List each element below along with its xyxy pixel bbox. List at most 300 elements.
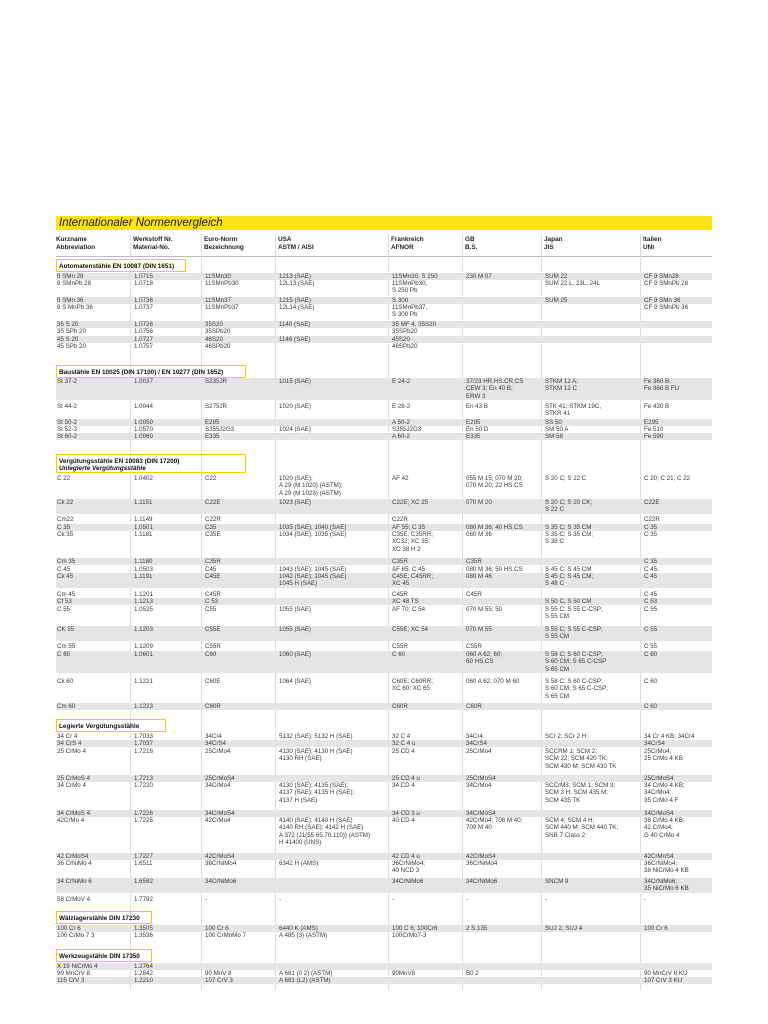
- table-row: [56, 531, 712, 553]
- table-cell: S355J2G3: [205, 426, 235, 433]
- table-cell: SNCM 9: [545, 878, 569, 885]
- table-cell: SUM 22: [545, 273, 568, 280]
- table-cell: C 53: [205, 598, 219, 605]
- table-cell: 2 S.135: [466, 925, 488, 932]
- table-cell: C55: [205, 606, 217, 613]
- table-cell: 1.0060: [134, 433, 153, 440]
- table-cell: 1.0050: [134, 419, 153, 426]
- table-cell: 35 MF 4, 35S20: [392, 321, 437, 328]
- table-cell: 90 MnCrV 8 KU: [644, 970, 688, 977]
- table-cell: 34CrNiMo6: [392, 878, 424, 885]
- table-cell: 1.0736: [134, 297, 153, 304]
- table-cell: 1215 (SAE): [279, 297, 311, 304]
- table-row: [56, 558, 712, 565]
- column-header-6: [465, 236, 477, 251]
- table-cell: C60R: [466, 703, 482, 710]
- table-cell: E 24-2: [392, 378, 411, 385]
- table-cell: C 45;: [644, 566, 659, 573]
- table-cell: 1.7225: [134, 817, 153, 824]
- table-cell: S275JR: [205, 403, 228, 410]
- table-cell: C45R: [392, 591, 408, 598]
- column-header-3: [204, 236, 244, 251]
- table-cell: 080 M 36: [466, 531, 492, 538]
- table-cell: 055 M 15; 070 M 20; 070 M 20; 22 HS.CS: [466, 475, 523, 490]
- table-cell: Cm 55: [57, 643, 76, 650]
- table-cell: 36CrNiMo4; 40 NCD 3: [392, 860, 426, 875]
- column-header-8: [643, 236, 661, 251]
- table-cell: 42CrMoS4: [205, 853, 235, 860]
- table-cell: 1.0757: [134, 343, 153, 350]
- table-cell: 34 CrMoS 4: [57, 810, 91, 817]
- table-cell: 4130 (SAE); 4130 H (SAE) 4130 RH (SAE): [279, 748, 353, 763]
- table-cell: 34Cr4: [466, 733, 483, 740]
- table-cell: 34CrMo4: [466, 782, 492, 789]
- table-cell: 34CrS4: [205, 740, 226, 747]
- table-cell: 1.7213: [134, 775, 153, 782]
- table-cell: SM 50 A: [545, 426, 569, 433]
- table-cell: 100CrMo7-3: [392, 932, 427, 939]
- table-cell: 46S20: [205, 336, 223, 343]
- table-cell: 1.0535: [134, 606, 153, 613]
- table-cell: SM 58: [545, 433, 563, 440]
- column-header-2: [133, 236, 173, 251]
- table-row: [56, 499, 712, 514]
- table-cell: S 20 C; S 22 C: [545, 475, 587, 482]
- table-cell: CF 9 SMn28: [644, 273, 679, 280]
- table-cell: 34CrS4: [644, 740, 665, 747]
- table-cell: SCCrM3; SCM 1; SCM 3; SCM 3 H; SCM 435 M; SCM 435 TK: [545, 782, 616, 804]
- table-cell: 6440 K (AMS): [279, 925, 318, 932]
- table-cell: 34 Cr 4 KB; 34Cr4: [644, 733, 695, 740]
- table-cell: C60: [205, 651, 217, 658]
- table-row: [56, 878, 712, 893]
- table-cell: 1060 (SAE): [279, 651, 311, 658]
- table-cell: Fe 360 B; Fe 360 B FU: [644, 378, 680, 393]
- table-cell: 100 CrMnMo 7: [205, 932, 246, 939]
- table-cell: C 60: [644, 678, 658, 685]
- table-row: [56, 651, 712, 673]
- table-cell: Cm22: [57, 516, 74, 523]
- table-cell: 100 CrMo 7 3: [57, 932, 95, 939]
- table-cell: A 485 (3) (ASTM): [279, 932, 328, 939]
- table-cell: 070 M 20: [466, 499, 492, 506]
- table-cell: 37/23 HR.HS.CR.CS CEW 3; En 40 B; ERW 3: [466, 378, 524, 400]
- table-row: [56, 343, 712, 350]
- table-cell: 9 SMnPb 28: [57, 280, 92, 287]
- table-row: [56, 626, 712, 641]
- table-cell: Cm 60: [57, 703, 76, 710]
- table-cell: 1020 (SAE): [279, 403, 311, 410]
- table-cell: Ck 45: [57, 573, 74, 580]
- column-header-line: ASTM / AISI: [278, 243, 314, 251]
- table-cell: 34CrMoS4: [205, 810, 235, 817]
- table-cell: Cm 35: [57, 558, 76, 565]
- table-cell: 1.2210: [134, 977, 153, 984]
- column-header-line: Italien: [643, 236, 662, 243]
- table-cell: 25 CD 4 u: [392, 775, 420, 782]
- table-cell: CF 9 SMnPb 36: [644, 304, 689, 311]
- table-cell: S 35 C; S 35 CM; S 38 C: [545, 531, 594, 546]
- table-cell: Ck 60: [57, 678, 74, 685]
- table-cell: A 50-2: [392, 419, 410, 426]
- section-title: Wälzlagerstähle DIN 17230: [59, 915, 140, 922]
- table-cell: St 37-2: [57, 378, 77, 385]
- table-row: [56, 643, 712, 650]
- table-cell: 080 M 36; 50 HS.CS: [466, 566, 523, 573]
- table-cell: 35 S 20: [57, 321, 79, 328]
- table-cell: 25 CrMo 4: [57, 748, 86, 755]
- table-cell: 1.0726: [134, 321, 153, 328]
- table-cell: AF 65; C 45: [392, 566, 426, 573]
- table-cell: C 35: [644, 524, 658, 531]
- column-header-line: Kurzname: [56, 236, 87, 243]
- table-cell: SS 50: [545, 419, 562, 426]
- table-cell: C60E; C60RR; XC 60; XC 65: [392, 678, 433, 693]
- section-heading: [56, 911, 152, 924]
- table-cell: C 45: [644, 573, 658, 580]
- table-cell: CF 9 SMn 36: [644, 297, 681, 304]
- table-cell: C55R: [392, 643, 408, 650]
- table-cell: S 20 C; S 20 CK; S 22 C: [545, 499, 593, 514]
- section-title: Automatenstähle EN 10087 (DIN 1651): [59, 263, 175, 270]
- table-cell: CF 9 SMnPb 28: [644, 280, 689, 287]
- table-cell: 1.1221: [134, 678, 153, 685]
- table-cell: C35: [205, 524, 217, 531]
- section-title: Werkzeugstähle DIN 17350: [59, 953, 140, 960]
- table-row: [56, 932, 712, 939]
- table-row: [56, 860, 712, 875]
- table-row: [56, 740, 712, 747]
- column-header-line: Bezeichnung: [204, 243, 244, 251]
- table-cell: 9 S MnPb 36: [57, 304, 93, 311]
- column-header-line: UNI: [643, 243, 655, 251]
- table-cell: AF 55; C 35: [392, 524, 426, 531]
- table-cell: 070 M 55; 50: [466, 606, 503, 613]
- table-cell: S 45 C; S 45 CM: [545, 566, 592, 573]
- table-cell: C35R: [392, 558, 408, 565]
- table-cell: S 55 C; S 55 C-CSP; S 55 CM: [545, 606, 603, 621]
- table-cell: 1.1191: [134, 573, 153, 580]
- table-row: [56, 433, 712, 440]
- table-cell: Ck 22: [57, 499, 74, 506]
- table-row: [56, 280, 712, 295]
- table-cell: SCr 2; SCr 2 H: [545, 733, 587, 740]
- table-cell: 1.3505: [134, 925, 153, 932]
- table-row: [56, 516, 712, 523]
- table-cell: 1042 (SAE); 1045 (SAE) 1045 H (SAE): [279, 573, 347, 588]
- table-cell: 46SPb20: [392, 343, 418, 350]
- table-cell: 34CrMo4: [205, 782, 231, 789]
- table-cell: 34 CD 3 u: [392, 810, 420, 817]
- table-cell: 35SPb20: [392, 328, 418, 335]
- table-cell: A 681 (L2) (ASTM): [279, 977, 331, 984]
- title-bar: [56, 216, 712, 230]
- table-cell: 1.3536: [134, 932, 153, 939]
- column-header-1: [56, 236, 95, 251]
- table-cell: St 60-2: [57, 433, 77, 440]
- table-cell: C22R: [644, 516, 660, 523]
- table-cell: 12L14 (SAE): [279, 304, 315, 311]
- table-row: [56, 598, 712, 605]
- table-cell: 25CrMo4: [205, 748, 231, 755]
- table-cell: 36 CrNiMo 4: [57, 860, 92, 867]
- table-cell: C 45: [644, 591, 658, 598]
- header-rule: [56, 256, 712, 257]
- table-cell: 1.0601: [134, 651, 153, 658]
- table-cell: 1023 (SAE): [279, 499, 311, 506]
- table-cell: 46SPb20: [205, 343, 231, 350]
- table-cell: 1.7226: [134, 810, 153, 817]
- table-cell: 1.0037: [134, 378, 153, 385]
- table-cell: 100 Cr 6: [57, 925, 81, 932]
- table-cell: 34 CD 4: [392, 782, 415, 789]
- table-cell: 11SMnPb30, S 250 Pb: [392, 280, 428, 295]
- table-cell: 11SMn30; S 250: [392, 273, 438, 280]
- table-cell: SCM 4; SCM 4 H; SCM 440 M; SCM 440 TK; SNB 7 Class 2: [545, 817, 619, 839]
- table-cell: 32 C 4 u: [392, 740, 416, 747]
- table-row: [56, 703, 712, 710]
- table-cell: C 35: [57, 524, 71, 531]
- table-cell: S235JR: [205, 378, 228, 385]
- table-cell: E295: [205, 419, 220, 426]
- table-cell: C 60: [644, 703, 658, 710]
- table-cell: 1146 (SAE): [279, 336, 311, 343]
- table-row: [56, 304, 712, 319]
- table-cell: S 58 C; S 60 C-CSP; S 60 CM; S 65 C-CSP S 65 CM: [545, 651, 607, 673]
- table-cell: 90 MnCrV 8: [57, 970, 91, 977]
- table-cell: 1020 (SAE); A 29 (M 1020) (ASTM); A 29 (M 1023) (ASTM): [279, 475, 343, 497]
- table-cell: C35E; C35RR; XC32; XC 35; XC 38 H 2: [392, 531, 433, 553]
- table-cell: 90 MnV 8: [205, 970, 232, 977]
- table-cell: E295: [644, 419, 659, 426]
- table-cell: 34 CrNiMo 6: [57, 878, 92, 885]
- table-cell: Cm 45: [57, 591, 76, 598]
- table-cell: C45R: [466, 591, 482, 598]
- table-cell: -: [392, 896, 395, 903]
- table-cell: C 60: [57, 651, 71, 658]
- table-cell: 90MnV8: [392, 970, 416, 977]
- table-cell: C22E: [205, 499, 221, 506]
- table-cell: S 55 C; S 55 C-CSP; S 55 CM: [545, 626, 603, 641]
- table-cell: 25 CrMoS 4: [57, 775, 91, 782]
- table-cell: C45R: [205, 591, 221, 598]
- table-cell: XC 48 TS: [392, 598, 419, 605]
- section-subtitle: Unlegierte Vergütungsstähle: [59, 465, 146, 472]
- table-cell: C60R: [205, 703, 221, 710]
- column-header-line: GB: [465, 236, 475, 243]
- table-row: [56, 475, 712, 497]
- table-cell: 25CrMo4; 25 CrMo 4 KB: [644, 748, 683, 763]
- table-cell: C35E: [205, 531, 221, 538]
- table-cell: 38 CrMo 4 KB; 42 CrMo4; G 40 CrMo 4: [644, 817, 685, 839]
- table-cell: 1.7033: [134, 733, 153, 740]
- table-cell: 40 CD 4: [392, 817, 415, 824]
- column-header-line: AFNOR: [391, 243, 414, 251]
- table-cell: C55E: [205, 626, 221, 633]
- table-cell: Cf 53: [57, 598, 72, 605]
- table-cell: St 52-3: [57, 426, 77, 433]
- table-cell: 1055 (SAE): [279, 606, 311, 613]
- column-header-line: USA: [278, 236, 292, 243]
- table-cell: C 60: [644, 651, 658, 658]
- table-cell: 36CrNiMo4: [466, 860, 498, 867]
- table-cell: 070 M 55: [466, 626, 492, 633]
- table-cell: 1.0044: [134, 403, 153, 410]
- table-cell: 1.1209: [134, 643, 153, 650]
- column-header-5: [391, 236, 424, 251]
- table-cell: E335: [205, 433, 220, 440]
- table-cell: 58 CrMoV 4: [57, 896, 91, 903]
- table-cell: 1.1180: [134, 558, 153, 565]
- table-row: [56, 748, 712, 770]
- column-header-line: Werkstoff Nr.: [133, 236, 173, 243]
- table-cell: 1.6511: [134, 860, 153, 867]
- table-row: [56, 328, 712, 335]
- table-cell: St 44-2: [57, 403, 77, 410]
- column-header-line: B.S.: [465, 243, 478, 251]
- table-cell: 42CrMo 4: [57, 817, 85, 824]
- table-cell: 1.0570: [134, 426, 153, 433]
- table-row: [56, 378, 712, 400]
- table-cell: C55R: [466, 643, 482, 650]
- table-cell: A 60-2: [392, 433, 410, 440]
- column-header-line: JIS: [544, 243, 554, 251]
- table-cell: SUM 25: [545, 297, 568, 304]
- table-cell: 9 SMn 36: [57, 297, 84, 304]
- table-cell: 34CrNiMo6: [466, 878, 498, 885]
- table-cell: C35R: [205, 558, 221, 565]
- table-cell: 1035 (SAE); 1040 (SAE): [279, 524, 347, 531]
- table-cell: 1.0756: [134, 328, 153, 335]
- table-cell: 25CrMoS4: [205, 775, 235, 782]
- table-cell: 25CrMo4: [466, 748, 492, 755]
- table-cell: 6342 H (AMS): [279, 860, 319, 867]
- table-row: [56, 678, 712, 700]
- table-cell: 11SMnPb37, S 300 Pb: [392, 304, 428, 319]
- table-cell: C22E; XC 25: [392, 499, 429, 506]
- table-cell: AF 42: [392, 475, 409, 482]
- table-cell: Fe 510: [644, 426, 664, 433]
- table-cell: 34 CrMo 4: [57, 782, 86, 789]
- table-cell: 35S20: [205, 321, 223, 328]
- table-cell: En 50 D: [466, 426, 489, 433]
- table-row: [56, 977, 712, 984]
- table-cell: 1.2842: [134, 970, 153, 977]
- table-cell: C45: [205, 566, 217, 573]
- table-cell: 36CrNiMo4: [205, 860, 237, 867]
- page-title: Internationaler Normenvergleich: [59, 217, 223, 229]
- table-cell: E335: [466, 433, 481, 440]
- table-cell: 1.0715: [134, 273, 153, 280]
- table-cell: 080 M 46: [466, 573, 492, 580]
- table-row: [56, 782, 712, 804]
- table-cell: 34CrMoS4: [644, 810, 674, 817]
- table-cell: C22R: [205, 516, 221, 523]
- table-cell: 34Cr4: [205, 733, 222, 740]
- table-cell: 1.0501: [134, 524, 153, 531]
- table-cell: 107 CrV 3 KU: [644, 977, 683, 984]
- table-cell: 060 A 62; 60; 60 HS.CS: [466, 651, 503, 666]
- table-cell: 1.1223: [134, 703, 153, 710]
- table-cell: -: [644, 896, 647, 903]
- table-cell: -: [205, 896, 208, 903]
- table-cell: S 50 C, S 50 CM: [545, 598, 592, 605]
- table-cell: C22E: [644, 499, 660, 506]
- table-cell: 45 S 20: [57, 336, 79, 343]
- column-header-line: Abbreviation: [56, 243, 96, 251]
- table-cell: 34CrNiMo6: [205, 878, 237, 885]
- table-cell: 36CrNiMo4; 38 NiCrMo 4 KB: [644, 860, 689, 875]
- table-cell: C 53: [644, 598, 658, 605]
- column-header-line: Material-No.: [133, 243, 170, 251]
- table-cell: 1.1149: [134, 516, 153, 523]
- section-heading: [56, 949, 152, 962]
- table-cell: 42CrMo4: [205, 817, 231, 824]
- table-cell: 35SPb20: [205, 328, 231, 335]
- table-cell: CK 55: [57, 626, 75, 633]
- table-cell: 12L13 (SAE): [279, 280, 315, 287]
- table-cell: St 50-2: [57, 419, 77, 426]
- table-cell: -: [279, 896, 282, 903]
- table-cell: 42 CrMoS4: [57, 853, 89, 860]
- table-cell: C22: [205, 475, 217, 482]
- table-cell: C55E; XC 54: [392, 626, 429, 633]
- table-cell: STKM 12 A; STKM 12 C: [545, 378, 579, 393]
- table-cell: C45E; C45RR; XC 45: [392, 573, 433, 588]
- table-cell: 080 M 36; 40 HS.CS: [466, 524, 523, 531]
- table-cell: 107 CrV 3: [205, 977, 233, 984]
- table-cell: 45 SPb 20: [57, 343, 86, 350]
- table-cell: 1.0402: [134, 475, 153, 482]
- table-cell: 1.7220: [134, 782, 153, 789]
- table-cell: 34CrNiMo6; 35 NiCrMo 6 KB: [644, 878, 689, 893]
- table-cell: 1.1151: [134, 499, 153, 506]
- table-cell: 34 CrMo 4 KB; 34CrMo4; 35 CrMo 4 F: [644, 782, 685, 804]
- section-heading: [56, 454, 246, 473]
- table-cell: 32 C 4: [392, 733, 411, 740]
- table-cell: C22R: [392, 516, 408, 523]
- table-cell: 1.6582: [134, 878, 153, 885]
- table-cell: 4140 (SAE); 4140 H (SAE) 4140 RH (SAE); 4142 H (SAE) A 372 (J1(55 65.70.110)) (ASTM) H 41400 (UNS): [279, 817, 371, 847]
- table-cell: C 55: [644, 643, 658, 650]
- table-cell: C60R: [392, 703, 408, 710]
- table-cell: 11SMn30: [205, 273, 232, 280]
- table-cell: 45S20: [392, 336, 410, 343]
- table-row: [56, 817, 712, 847]
- table-cell: 34CrS4: [466, 740, 487, 747]
- table-cell: S 58 C; S 60 C-CSP; S 60 CM; S 65 C-CSP; S 65 CM: [545, 678, 608, 700]
- table-cell: 42CrMoS4: [644, 853, 674, 860]
- table-cell: SUJ 2; SUJ 4: [545, 925, 583, 932]
- table-cell: 1.0727: [134, 336, 153, 343]
- table-cell: En 43 B: [466, 403, 489, 410]
- table-cell: -: [545, 896, 548, 903]
- table-cell: 1.0503: [134, 566, 153, 573]
- table-cell: 1.1181: [134, 531, 153, 538]
- table-cell: 34 CrS 4: [57, 740, 82, 747]
- table-row: [56, 573, 712, 588]
- table-cell: 1.7792: [134, 896, 153, 903]
- table-cell: 1.2764: [134, 963, 153, 970]
- table-cell: 34CrMoS4: [466, 810, 496, 817]
- table-row: [56, 606, 712, 621]
- section-heading: [56, 259, 186, 272]
- table-cell: A 681 (0 2) (ASTM): [279, 970, 333, 977]
- section-title: Legierte Vergütungsstähle: [59, 723, 140, 730]
- table-cell: C 55: [644, 606, 658, 613]
- table-cell: S 35 C; S 35 CM: [545, 524, 592, 531]
- table-cell: 1.1201: [134, 591, 153, 598]
